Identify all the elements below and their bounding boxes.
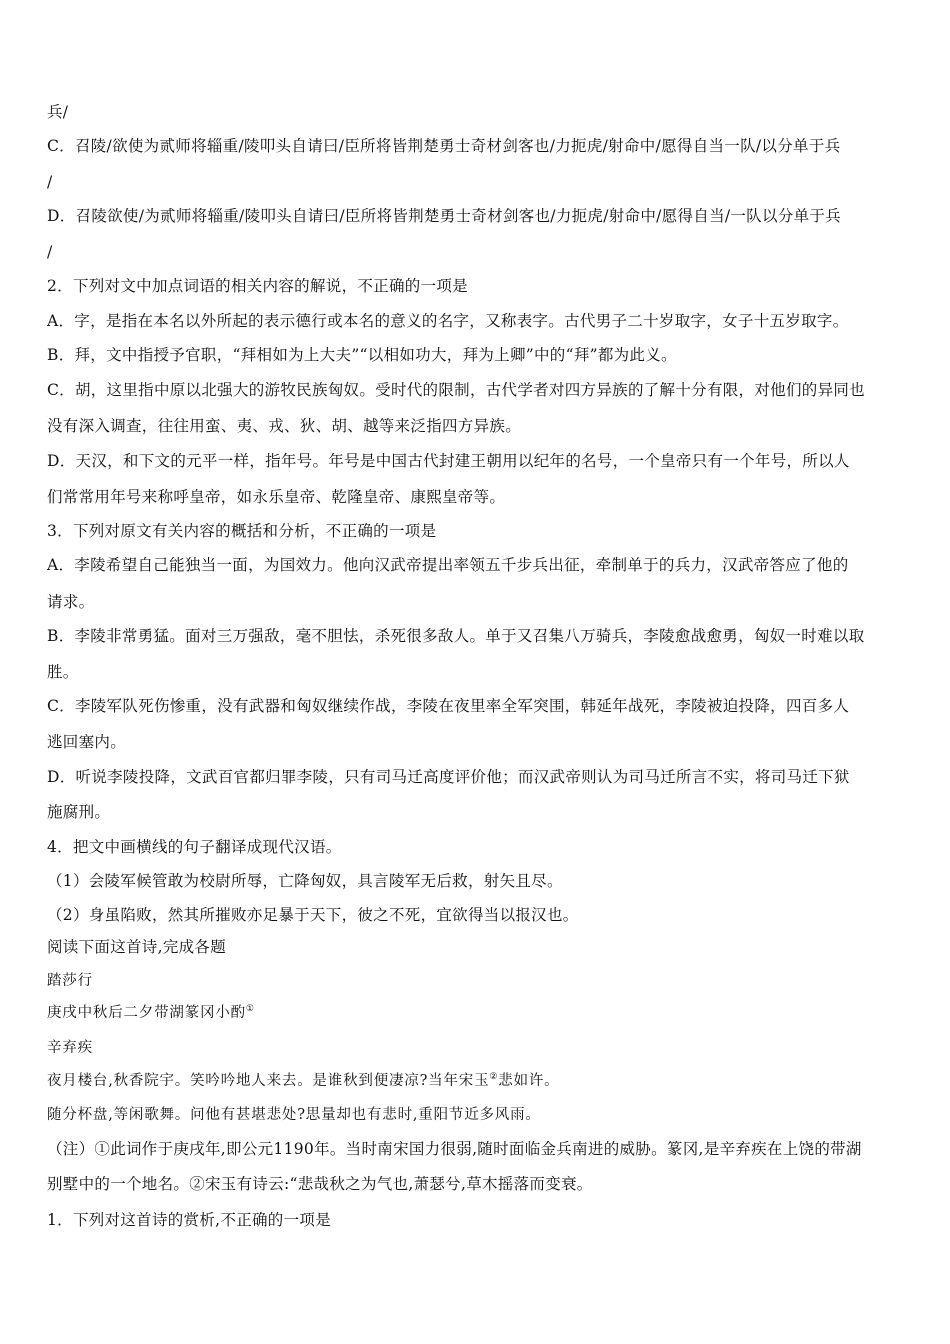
poem-question-1: 1．下列对这首诗的赏析,不正确的一项是 <box>47 1211 331 1229</box>
option-d-line: D．召陵欲使/为贰师将辎重/陵叩头自请曰/臣所将皆荆楚勇士奇材剑客也/力扼虎/射命中/愿得自当/一队以分单于兵 <box>47 207 841 225</box>
text-line: 没有深入调查，往往用蛮、夷、戎、狄、胡、越等来泛指四方异族。 <box>47 417 522 435</box>
text-line: 胜。 <box>47 663 79 681</box>
footnote-mark-1: ① <box>245 1004 255 1015</box>
text-line: 请求。 <box>47 593 95 611</box>
option-b-line: B．李陵非常勇猛。面对三万强敌，毫不胆怯，杀死很多敌人。单于又召集八万骑兵，李陵愈战愈勇，匈奴一时难以取 <box>47 627 865 645</box>
poem-title: 踏莎行 <box>47 973 93 989</box>
option-c-line: C．胡，这里指中原以北强大的游牧民族匈奴。受时代的限制，古代学者对四方异族的了解十分有限，对他们的异同也 <box>47 381 865 399</box>
translation-item-1: （1）会陵军候管敢为校尉所辱，亡降匈奴，具言陵军无后救，射矢且尽。 <box>47 872 563 890</box>
poem-author: 辛弃疾 <box>47 1040 93 1056</box>
text-line: 施腐刑。 <box>47 803 111 821</box>
translation-item-2: （2）身虽陷败，然其所摧败亦足暴于天下，彼之不死，宜欲得当以报汉也。 <box>47 906 579 924</box>
poem-note-continued: 别墅中的一个地名。②宋玉有诗云:“悲哉秋之为气也,萧瑟兮,草木摇落而变衰。 <box>47 1175 593 1193</box>
reading-instruction: 阅读下面这首诗,完成各题 <box>47 938 227 956</box>
poem-note: （注）①此词作于庚戌年,即公元1190年。当时南宋国力很弱,随时面临金兵南进的威胁。篆冈,是辛弃疾在上饶的带湖 <box>47 1140 862 1158</box>
poem-stanza-2: 随分杯盘,等闲歌舞。问他有甚堪悲处?思量却也有悲时,重阳节近多风雨。 <box>47 1107 541 1123</box>
option-c-line: C．召陵/欲使为贰师将辎重/陵叩头自请曰/臣所将皆荆楚勇士奇材剑客也/力扼虎/射命中/愿得自当一队/以分单于兵 <box>47 137 841 155</box>
poem-stanza-1 <box>47 1071 910 1091</box>
option-c-line: C．李陵军队死伤惨重，没有武器和匈奴继续作战，李陵在夜里率全军突围，韩延年战死，李陵被迫投降，四百多人 <box>47 697 850 715</box>
option-b-line: B．拜，文中指授予官职，“拜相如为上大夫”“以相如功大，拜为上卿”中的“拜”都为此义。 <box>47 346 677 364</box>
poem-subtitle-text: 庚戌中秋后二夕带湖篆冈小酌 <box>47 1005 246 1021</box>
poem-stanza-1-part-1: 夜月楼台,秋香院宇。笑吟吟地人来去。是谁秋到便凄凉?当年宋玉 <box>47 1073 490 1089</box>
text-line: 们常常用年号来称呼皇帝，如永乐皇帝、乾隆皇帝、康熙皇帝等。 <box>47 488 506 506</box>
text-line: 逃回塞内。 <box>47 733 127 751</box>
footnote-mark-2: ② <box>489 1072 499 1083</box>
poem-subtitle <box>47 1003 910 1023</box>
text-line: / <box>47 243 53 261</box>
option-a-line: A．字，是指在本名以外所起的表示德行或本名的意义的名字，又称表字。古代男子二十岁取字，女子十五岁取字。 <box>47 312 849 330</box>
poem-stanza-1-part-2: 悲如许。 <box>498 1073 560 1089</box>
text-line: 兵/ <box>47 103 69 121</box>
question-4: 4．把文中画横线的句子翻译成现代汉语。 <box>47 838 342 856</box>
option-d-line: D．天汉，和下文的元平一样，指年号。年号是中国古代封建王朝用以纪年的名号，一个皇帝只有一个年号，所以人 <box>47 452 850 470</box>
question-3: 3．下列对原文有关内容的概括和分析，不正确的一项是 <box>47 522 437 540</box>
option-d-line: D．听说李陵投降，文武百官都归罪李陵，只有司马迁高度评价他；而汉武帝则认为司马迁所言不实，将司马迁下狱 <box>47 768 850 786</box>
text-line: / <box>47 173 53 191</box>
question-2: 2．下列对文中加点词语的相关内容的解说，不正确的一项是 <box>47 277 468 295</box>
option-a-line: A．李陵希望自己能独当一面，为国效力。他向汉武帝提出率领五千步兵出征，牵制单于的兵力，汉武帝答应了他的 <box>47 556 849 574</box>
